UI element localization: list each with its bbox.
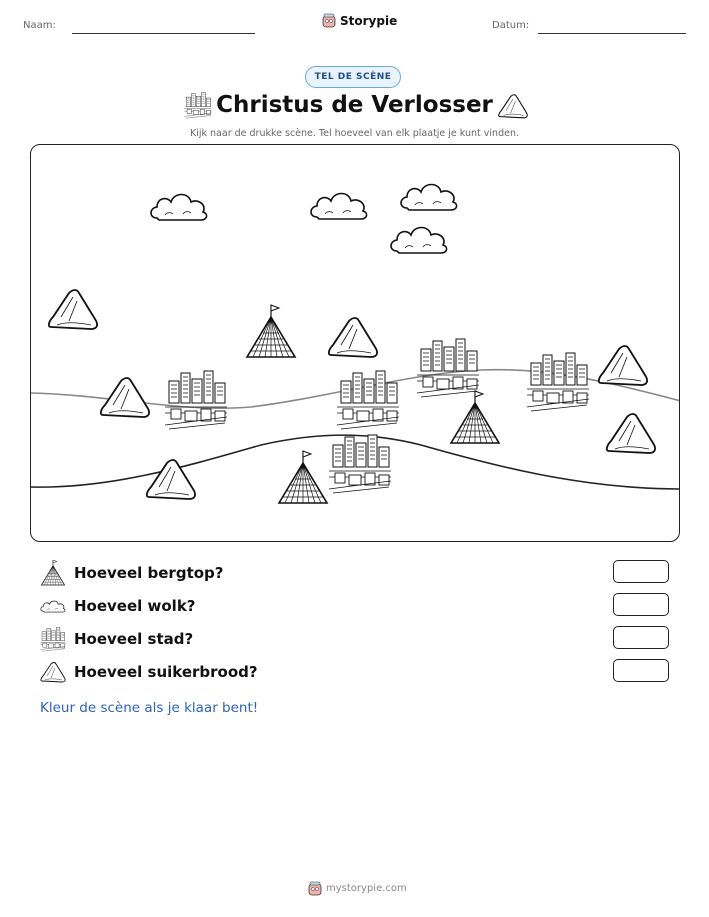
cloud-1 <box>151 195 207 221</box>
name-input-line[interactable] <box>72 33 255 34</box>
mountain-peak-3 <box>279 451 327 503</box>
city-icon <box>40 626 66 652</box>
city-4 <box>527 353 589 411</box>
cloud-icon <box>40 597 66 615</box>
mountain-peak-2 <box>451 391 499 443</box>
date-label: Datum: <box>492 20 530 31</box>
page-title: Christus de Verlosser <box>216 92 493 118</box>
answer-box-city[interactable] <box>613 626 669 649</box>
city-2 <box>337 371 399 429</box>
sugarloaf-1 <box>49 290 97 329</box>
sugarloaf-3 <box>101 378 149 417</box>
sugarloaf-5 <box>607 414 655 453</box>
brand-logo <box>322 13 397 28</box>
footer-url: mystorypie.com <box>326 883 407 894</box>
cloud-3 <box>401 185 457 211</box>
city-3 <box>417 339 479 397</box>
storypie-mascot-icon <box>322 13 336 28</box>
question-row-sugarloaf <box>40 659 258 685</box>
activity-badge: TEL DE SCÈNE <box>305 66 401 88</box>
city-1 <box>165 371 227 429</box>
question-label: Hoeveel bergtop? <box>74 564 224 582</box>
answer-box-mountain-peak[interactable] <box>613 560 669 583</box>
name-label: Naam: <box>23 20 56 31</box>
question-row-cloud <box>40 593 196 619</box>
question-row-mountain-peak <box>40 560 223 586</box>
question-row-city <box>40 626 193 652</box>
brand-name: Storypie <box>340 13 398 28</box>
instructions-subtitle: Kijk naar de drukke scène. Tel hoeveel van elk plaatje je kunt vinden. <box>190 128 519 139</box>
sugarloaf-2 <box>329 318 377 357</box>
question-label: Hoeveel stad? <box>74 630 194 648</box>
coloring-instruction: Kleur de scène als je klaar bent! <box>40 700 259 716</box>
sugarloaf-icon <box>40 661 66 683</box>
storypie-mascot-icon <box>308 881 322 896</box>
sugarloaf-icon <box>497 93 529 119</box>
question-label: Hoeveel wolk? <box>74 597 196 615</box>
mountain-peak-1 <box>247 305 295 357</box>
answer-box-cloud[interactable] <box>613 593 669 616</box>
answer-box-sugarloaf[interactable] <box>613 659 669 682</box>
scene-illustration <box>31 145 680 542</box>
city-5 <box>329 435 391 493</box>
cloud-2 <box>311 194 367 220</box>
sugarloaf-4 <box>599 346 647 385</box>
date-input-line[interactable] <box>538 33 686 34</box>
counting-scene <box>30 144 680 542</box>
cloud-4 <box>391 228 447 254</box>
footer-brand <box>308 881 407 896</box>
question-label: Hoeveel suikerbrood? <box>74 663 258 681</box>
mountain-peak-icon <box>40 560 66 586</box>
